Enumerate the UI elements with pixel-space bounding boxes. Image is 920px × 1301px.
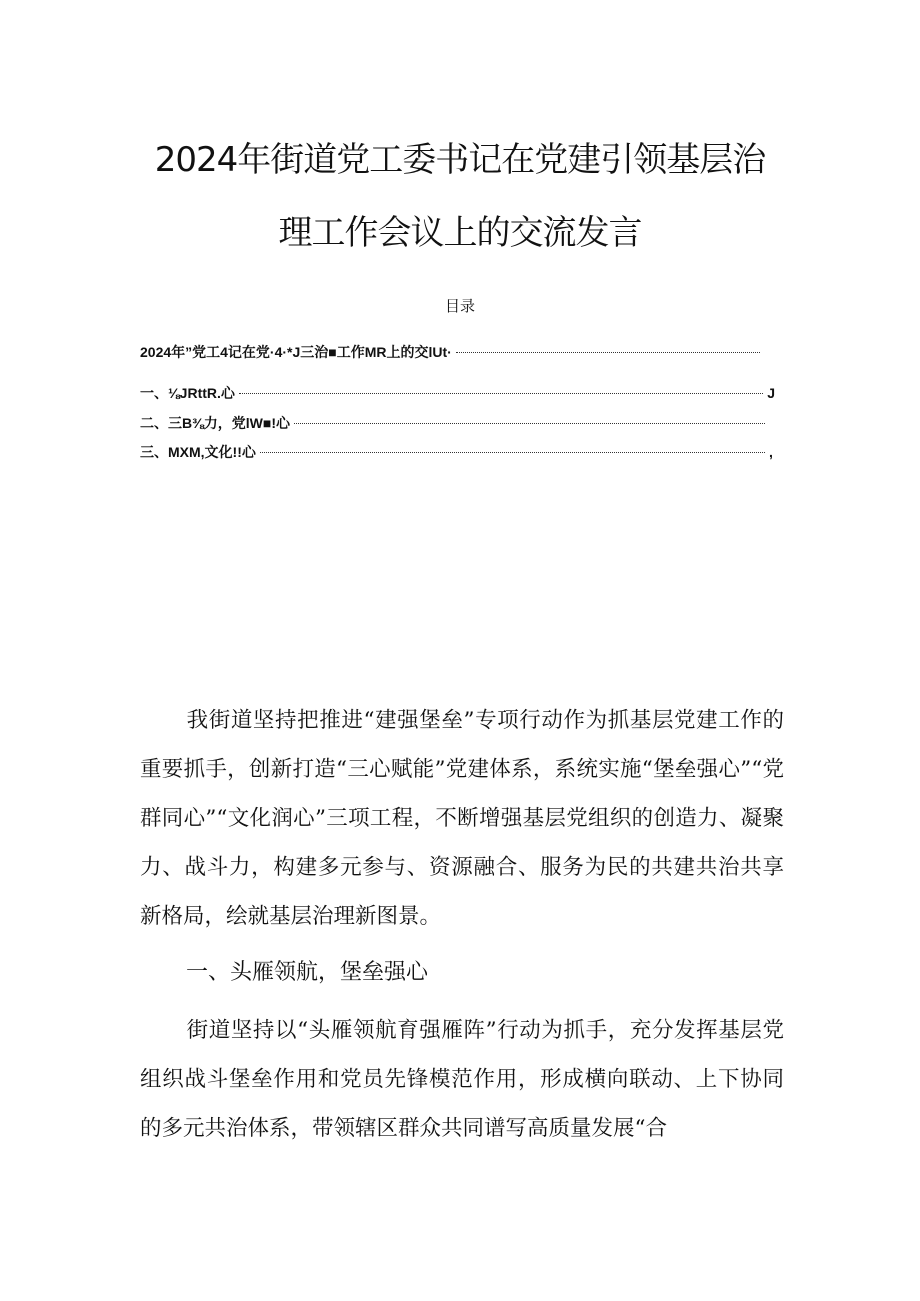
intro-paragraph-text: 我街道坚持把推进“建强堡垒”专项行动作为抓基层党建工作的重要抓手，创新打造“三心赋能”党建体系，系统实施“堡垒强心”“党群同心”“文化润心”三项工程，不断增强基层党组织的创造力、凝聚力、战斗力，构建多元参与、资源融合、服务为民的共建共治共享新格局，绘就基层治理新图景。 [140, 708, 784, 929]
document-title-line-2: 理工作会议上的交流发言 [278, 213, 642, 253]
toc-leader-dots [260, 452, 765, 453]
document-title-line-1: 2024年街道党工委书记在党建引领基层治 [154, 140, 766, 180]
toc-entry[interactable] [140, 442, 775, 462]
intro-paragraph [140, 696, 784, 941]
section-paragraph [140, 1006, 784, 1153]
toc-entry-page: , [769, 444, 773, 460]
toc-leader-dots [294, 423, 765, 424]
section-paragraph-text: 街道坚持以“头雁领航育强雁阵”行动为抓手，充分发挥基层党组织战斗堡垒作用和党员先锋模范作用，形成横向联动、上下协同的多元共治体系，带领辖区群众共同谱写高质量发展“合 [140, 1018, 784, 1141]
toc-leader-dots [456, 352, 760, 353]
toc-entry-text: 一、⅛JRttR.心 [140, 385, 235, 401]
section-heading: 一、头雁领航，堡垒强心 [186, 960, 429, 985]
toc-entry-text: 三、MXM,文化!!心 [140, 444, 256, 460]
toc-entry-text: 二、三B⅜力，党lW■!心 [140, 415, 291, 431]
toc-entry-page: J [767, 385, 775, 401]
toc-entry[interactable] [140, 342, 770, 362]
toc-leader-dots [239, 393, 763, 394]
toc-entry[interactable] [140, 413, 775, 433]
toc-entry-text: 2024年”党工4记在党·4·*J三治■工作MR上的交lUt· [140, 344, 452, 360]
toc-entry[interactable] [140, 383, 775, 403]
toc-heading: 目录 [444, 297, 475, 315]
